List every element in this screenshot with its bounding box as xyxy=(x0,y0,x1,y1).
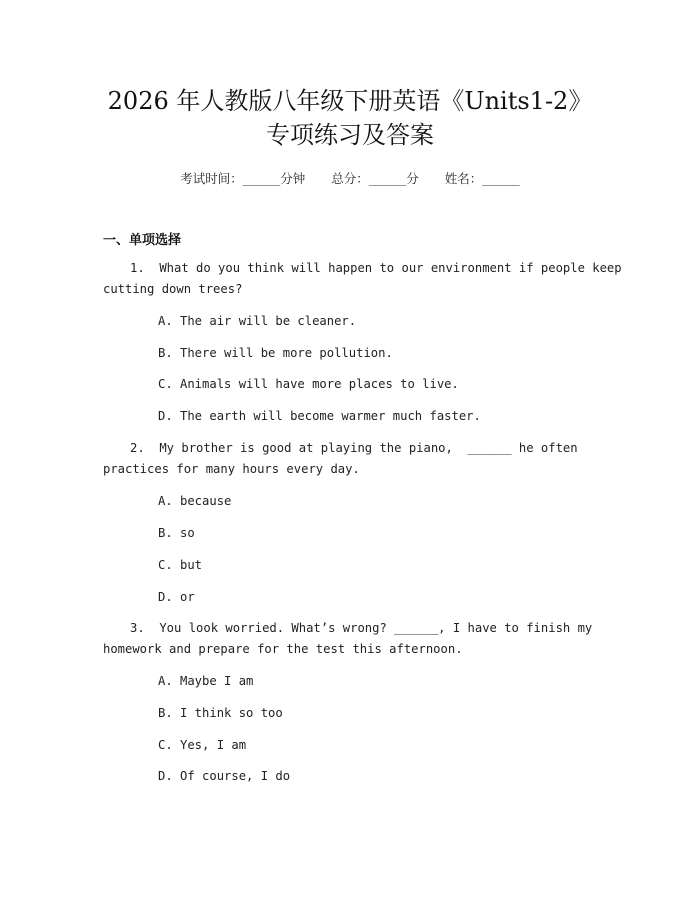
question-1-stem: 1. What do you think will happen to our environment if people keep xyxy=(130,261,622,275)
question-1-stem-continuation: cutting down trees? xyxy=(103,282,243,296)
question-2-option-a: A. because xyxy=(158,494,232,508)
question-3-option-c: C. Yes, I am xyxy=(158,738,247,752)
question-3-option-d: D. Of course, I do xyxy=(158,769,291,783)
question-1-option-a: A. The air will be cleaner. xyxy=(158,314,357,328)
exam-info-line xyxy=(0,169,700,187)
student-name-field: 姓名：______ xyxy=(444,171,520,186)
document-title-line-1: 2026 年人教版八年级下册英语《Units1-2》 xyxy=(107,87,593,115)
question-3-option-a: A. Maybe I am xyxy=(158,674,254,688)
question-1-option-c: C. Animals will have more places to live. xyxy=(158,377,459,391)
document-title-line-2: 专项练习及答案 xyxy=(266,121,434,149)
question-2-option-c: C. but xyxy=(158,558,203,572)
question-2-stem: 2. My brother is good at playing the piano, ______ he often xyxy=(130,441,578,455)
question-2-option-b: B. so xyxy=(158,526,195,540)
question-3-stem-continuation: homework and prepare for the test this afternoon. xyxy=(103,642,463,656)
question-2-stem-continuation: practices for many hours every day. xyxy=(103,462,360,476)
total-score-field: 总分：______分 xyxy=(331,171,419,186)
exam-time-field: 考试时间：______分钟 xyxy=(180,171,306,186)
question-2-option-d: D. or xyxy=(158,590,195,604)
question-3-stem: 3. You look worried. What’s wrong? ______, I have to finish my xyxy=(130,621,593,635)
question-3-option-b: B. I think so too xyxy=(158,706,283,720)
section-heading: 一、单项选择 xyxy=(103,233,182,248)
question-1-option-d: D. The earth will become warmer much faster. xyxy=(158,409,481,423)
question-1-option-b: B. There will be more pollution. xyxy=(158,346,393,360)
